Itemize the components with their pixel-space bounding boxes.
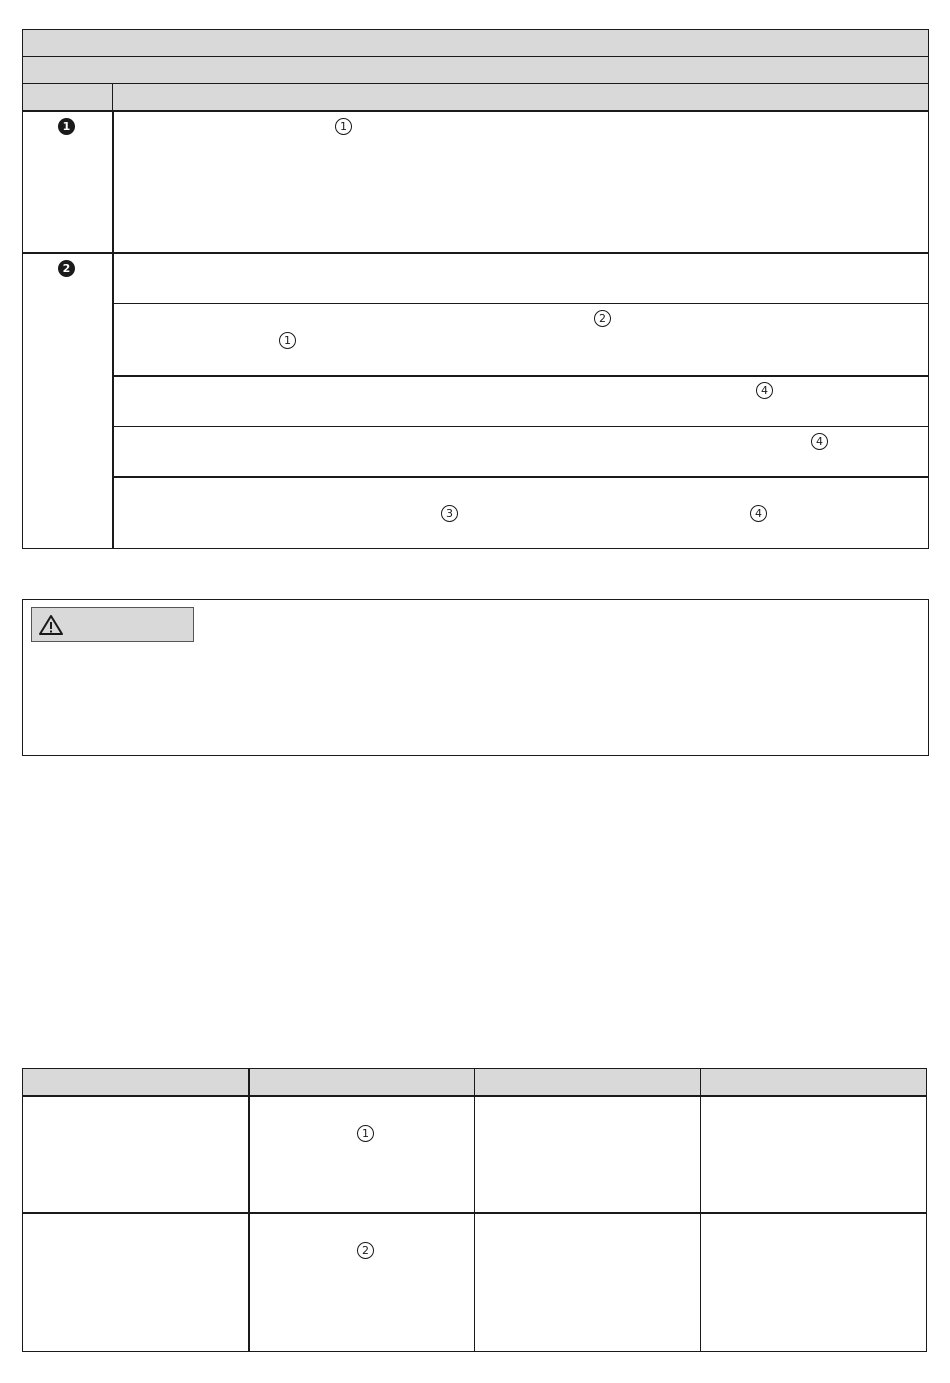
divider: [22, 56, 929, 57]
callout-marker: 1: [279, 332, 296, 349]
divider: [700, 1068, 701, 1352]
callout-marker: 2: [357, 1242, 374, 1259]
divider: [113, 303, 929, 304]
divider: [248, 1068, 250, 1352]
callout-marker: 2: [594, 310, 611, 327]
divider: [113, 375, 929, 377]
divider: [22, 83, 929, 84]
warning-box: [22, 599, 929, 756]
divider: [112, 84, 113, 110]
divider: [113, 476, 929, 478]
table-frame: [22, 29, 929, 549]
callout-marker: 4: [756, 382, 773, 399]
divider: [474, 1068, 475, 1352]
warning-triangle-icon: [38, 614, 64, 636]
callout-marker: 3: [441, 505, 458, 522]
callout-marker: 4: [811, 433, 828, 450]
callout-marker: 4: [750, 505, 767, 522]
divider: [113, 426, 929, 427]
step-number-badge: 2: [58, 260, 75, 277]
divider: [112, 110, 114, 549]
step-number-badge: 1: [58, 118, 75, 135]
divider: [22, 252, 929, 254]
warning-label-box: [31, 607, 194, 642]
callout-marker: 1: [357, 1125, 374, 1142]
callout-marker: 1: [335, 118, 352, 135]
divider: [22, 110, 929, 112]
